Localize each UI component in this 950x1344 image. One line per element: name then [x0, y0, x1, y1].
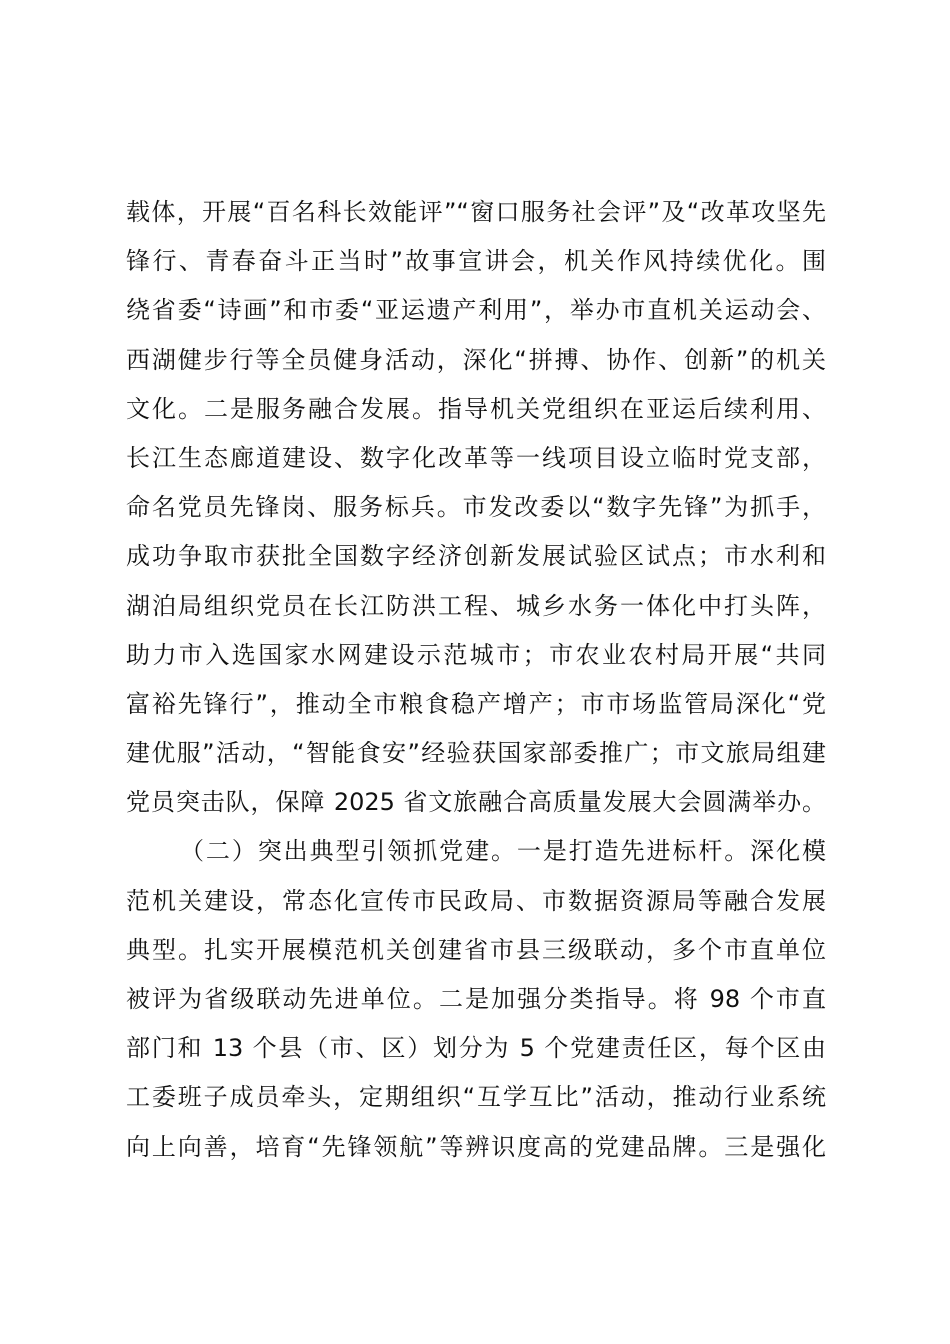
text-line: 绕省委“诗画”和市委“亚运遗产利用”，举办市直机关运动会、: [126, 296, 826, 325]
text-line: 部门和 13 个县（市、区）划分为 5 个党建责任区，每个区由: [126, 1034, 826, 1063]
text-line: 西湖健步行等全员健身活动，深化“拼搏、协作、创新”的机关: [126, 345, 826, 374]
text-line: 助力市入选国家水网建设示范城市；市农业农村局开展“共同: [126, 640, 826, 669]
text-line: 长江生态廊道建设、数字化改革等一线项目设立临时党支部，: [126, 443, 826, 472]
text-line: 党员突击队，保障 2025 省文旅融合高质量发展大会圆满举办。: [126, 788, 826, 817]
text-line: 范机关建设，常态化宣传市民政局、市数据资源局等融合发展: [126, 886, 826, 915]
text-line: 被评为省级联动先进单位。二是加强分类指导。将 98 个市直: [126, 985, 826, 1013]
text-line: 文化。二是服务融合发展。指导机关党组织在亚运后续利用、: [126, 394, 826, 423]
body-text: [126, 188, 826, 1172]
text-line: 湖泊局组织党员在长江防洪工程、城乡水务一体化中打头阵，: [126, 591, 826, 620]
text-line: 典型。扎实开展模范机关创建省市县三级联动，多个市直单位: [126, 935, 826, 964]
text-line: 成功争取市获批全国数字经济创新发展试验区试点；市水利和: [126, 542, 826, 571]
text-line: 载体，开展“百名科长效能评”“窗口服务社会评”及“改革攻坚先: [126, 198, 826, 226]
text-line: 建优服”活动，“智能食安”经验获国家部委推广；市文旅局组建: [126, 739, 826, 768]
text-line: 工委班子成员牵头，定期组织“互学互比”活动，推动行业系统: [126, 1083, 826, 1112]
text-line: （二）突出典型引领抓党建。一是打造先进标杆。深化模: [180, 837, 826, 866]
text-line: 锋行、青春奋斗正当时”故事宣讲会，机关作风持续优化。围: [126, 247, 826, 276]
text-line: 向上向善，培育“先锋领航”等辨识度高的党建品牌。三是强化: [126, 1132, 826, 1161]
text-line: 富裕先锋行”，推动全市粮食稳产增产；市市场监管局深化“党: [126, 689, 826, 718]
text-line: 命名党员先锋岗、服务标兵。市发改委以“数字先锋”为抓手，: [126, 493, 826, 522]
